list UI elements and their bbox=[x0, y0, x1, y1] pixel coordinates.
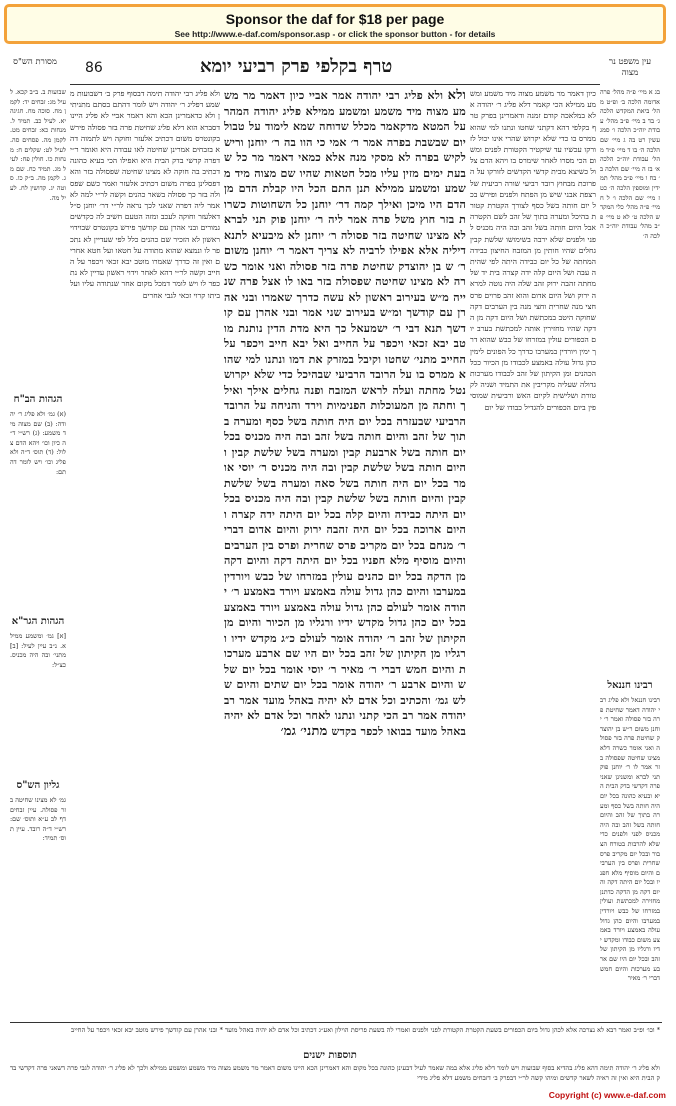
copyright-footer[interactable]: Copyright (c) www.e-daf.com bbox=[548, 1090, 666, 1100]
bottom-rule bbox=[10, 1022, 662, 1023]
gemara-opening-word: ולא bbox=[447, 88, 466, 103]
tosafot-text: ולא פליג רבי יהודה תימה דבסוף פרק ב׳ דשבועות משמע דפליג ר׳ יהודה ויש לומר דהתם בסתם מתניתין ולא כדאמרינן הכא והא דאמר אביי לא פליג היינו דסברא הוא דלא פליג שחיטת פרה בזר פסולה פירש בקונטרס משום דכתיב אלעזר וחוקה ויש לתמוה דהא בזבחים אמרינן שחיטה לאו עבודה היא ואומר ר״י דפרה קדשי בדק הבית היא ואפילו הכי בעיא כהונה דכתיב בה חוקה לא מצינו שחיטה שפסולה בזר והא דפסלינן בפרה משום דכתיב אלעזר ואמר כשם שפסולה בזר כך פסולה בשאר כהנים וקשה לר״י למה לא אמר ליה דפרה שאני לכך נראה לר״י דר׳ יוחנן ס״ל דאלעזר וחוקה לעכב ומזה הטעם חשיב לה כקדשים גמורים ובני אהרן עם קודשך פירש בקונטרס שבוידוי ראשון לא הזכיר שם כהנים כלל לפי שעדיין לא נתכפר לו ונמצא שהוא מתודה על חטאו ועל חטא אחרים ואין זה כדרך שאמרו מוטב יבא זכאי ויכפר על החייב וקשה לר״י דהא לאחר וידוי ראשון עדיין לא נתכפר לו ויש לומר דמכל מקום אחר שנתודה עליו ועל ביתו קרוי זכאי לגבי אחרים bbox=[70, 89, 220, 300]
mishnah-marker: מתני׳ bbox=[300, 723, 328, 739]
ein-mishpat-label: עין משפט נר מצוה bbox=[608, 57, 652, 78]
gemara-marker: גמ׳ bbox=[280, 723, 297, 739]
gilyon-hashas-label: גליון הש"ס bbox=[16, 780, 60, 791]
page-number: 86 bbox=[85, 60, 103, 76]
page-title: טרף בקלפי פרק רביעי יומא bbox=[200, 56, 393, 77]
tosafot-yeshanim-column bbox=[10, 1064, 660, 1090]
header-rule bbox=[70, 84, 600, 85]
rabbeinu-chananel-text: רבינו חננאל ולא פליג רבי יהודה דאמר שחיטת פרה בזר פסולה ואמר ר׳ יוחנן משום ר״ש בן יהוצדק שחיטת פרה בזר פסולה ואני אומר כשרה דלא מצינו שחיטה שפסולה בזר אמר לו ר׳ יוחנן פוק תני לברא ומשנינן שאני פרה דקדשי בדק הבית היא ובעיא כהונה בכל יום היה חותה בשל כסף ומערה בתוך של זהב והיום חותה בשל זהב ובה היה מכניס לפני ולפנים כדי שלא להרבות בטורח הצבור ובכל יום מקריב פרס שחרית ופרס בין הערבים והיום מוסיף מלא חפניו ובכל יום היתה דקה והיום דקה מן הדקה כדתנן מחזירה למכתשת ועולין במזרחו של כבש ויורדין במערבו והיום כהן גדול עולה באמצע ויורד באמצע משום כבודו ומקדש ידיו ורגליו מן הקיתון של זהב ובכל יום היו שם ארבע מערכות והיום חמש דברי ר׳ מאיר bbox=[600, 696, 660, 983]
gemara-column bbox=[224, 88, 466, 1018]
rashi-text: כיון דאמר מר משמע מצוה מיד משמע ומשמע ממילא הכי קאמר דלא פליג ר׳ יהודה אלא במלאכה קודם זמנה ודאמרינן בפרק טרף בקלפי דהא דקתני שחטו ונתנו למי שהוא ממרס בו כדי שלא יקרוש שהרי אינו יכול לזורקו עכשיו עד שיקטיר הקטורת לפנים ומשום הכי מסרו לאחר שימרס בו ויהא הדם צלול כשיצא מבית קדשי הקדשים לזורקו על הפרוכת מבחוץ רובד רביעי שורה רביעית של רצפת אבני שיש מן הפתח ולפנים ופירש בכל יום חותה בשל כסף לצורך הקטרת קטורת בהיכל ומערה בתוך של זהב לשם הקטרה אבל היום חותה בשל זהב ובה היה מכניס לפני ולפנים שלא ירבה בשימושו שלשת קבין גחלים שהיו חותין מן המזבח החיצון כבידה המחתה של כל יום כבידה היתה לפי שהיתה עבה ושל היום קלה ידה קצרה בית יד של מחתה זהבה ירוק זהב שלה היה נוטה למראה ירוק ושל היום אדום והוא זהב פרוים פרס חצי מנה שחרית וחצי מנה בין הערבים דקה שחוקה היטב במכתשת ושל היום דקה מן הדקה שהיו מחזירין אותה למכתשת בערב יום הכפורים עולין במזרחו של כבש שהוא דרך ימין ויורדין במערבו כדרך כל הפונים לימין כהן גדול עולה באמצע לכבודו מן הכיור ככל הכהנים ומן הקיתון של זהב לכבודו מערכות גדולה שעליה מקריבין את התמיד ושניה לקטורת ושלישית לקיום האש ורביעית שמוסיפין ביום הכפורים להגדיל כבודו של יום bbox=[470, 89, 596, 412]
rabbeinu-chananel-column bbox=[600, 696, 660, 1021]
gilyon-hashas-text: גמ׳ לא מצינו שחיטה בזר פסולה. עיין זבחים דף לב ע״א ותוס׳ שם: רש״י ד״ה רובד. עיין תוס׳ תמיד: bbox=[10, 796, 66, 843]
rashi-column bbox=[470, 88, 596, 1018]
hagahot-hagra-column bbox=[10, 632, 66, 772]
page-header bbox=[10, 54, 662, 84]
rabbeinu-chananel-label: רבינו חננאל bbox=[607, 680, 653, 691]
hagahot-habach-text: (א) גמ׳ ולא פליג ר׳ יהודה: (ב) שם מצוה מיד משמע: (ג) רש״י ד״ה כיון וכו׳ ויהא הדם צלול: (ד) תוס׳ ד״ה ולא פליג וכו׳ ויש לומר דהתם: bbox=[10, 410, 66, 476]
sponsor-banner[interactable] bbox=[4, 4, 666, 44]
bottom-notes-text: * וכו׳ ופ״ב ואמר רבא לא נצרכה אלא לכהן גדול ביום הכפורים בשעת הקטרת הקטורת לפני ולפנים ואמרי לה בשעת פריסת הוילון ואע״ג דכתיב וכל אדם לא יהיה באהל מועד * ובני אהרן עם קודשך פירש מוטב יבא זכאי ויכפר על החייב bbox=[71, 1026, 660, 1034]
bottom-notes bbox=[70, 1026, 660, 1048]
masoret-label: מסורת הש"ס bbox=[13, 57, 57, 67]
hagahot-hagra-text: [א] גמ׳ ומשמע ממילא. נ״ב עיין לעיל: [ב] מתני׳ ובה היה מכניס. כצ״ל: bbox=[10, 632, 66, 669]
ein-mishpat-text: בג א מיי׳ פ״ה מהל׳ פרה אדומה הלכה ב׳ ופ״ט מהל׳ ביאת המקדש הלכה ג׳ בד ב מיי׳ פ״ב מהל׳ עבודת יוה״כ הלכה ו׳ סמג עשין רט בה ג מיי׳ שם הלכה ה׳ בו ד מיי׳ פ״ד מהל׳ עבודת יוה״כ הלכה א׳ בז ה מיי׳ שם הלכה ב׳ בח ו מיי׳ פ״ב מהל׳ תמידין ומוספין הלכה ה׳ כט ז מיי׳ שם הלכה ו׳ ל ח מיי׳ פ״ה מהל׳ כלי המקדש הלכה ט׳ לא ט מיי׳ פ״ב מהל׳ עבודת יוה״כ הלכה ה׳ bbox=[600, 88, 660, 240]
sponsor-subtitle[interactable]: See http://www.e-daf.com/sponsor.asp - or click the sponsor button - for details bbox=[174, 29, 496, 39]
talmud-page bbox=[10, 54, 662, 1090]
gilyon-hashas-column bbox=[10, 796, 66, 1016]
masoret-column bbox=[10, 88, 66, 388]
tosafot-column bbox=[70, 88, 220, 1018]
gemara-text bbox=[224, 88, 466, 739]
hagahot-habach-column bbox=[10, 410, 66, 610]
gemara-body: ולא פליג רבי יהודה אמר אביי כיון דאמר מר משמע מצוה מיד משמע ומשמע ממילא פליג יהודה המהר על המטא מדקאמר מכלל שדוחה שמא לימוד על טבול יום שבשבת בפרה אמר ר׳ אמי כי הוו בה ר׳ יוחנן וריש לקיש בפרה לא מסקי מנה אלא כמאי דאמר מר כל שבעת ימים מזין עליו מכל חטאות שהיו שם מצוה מיד משמע ומשמע ממילא תנן התם הכל היו קבלת הדם מן הדם היו מיכן ואילך קמה דר׳ יוחנן כל השחוטות כשרות בזר חוץ משל פרה אמר ליה ר׳ יוחנן פוק תני לברא לא מצינו שחיטה בזר פסולה ר׳ יוחנן לא מיבעיא לתנא דיליה אלא אפילו לרביה לא צריך דאמר ר׳ יוחנן משום ר׳ ש בן יהוצדק שחיטת פרה בזר פסולה ואני אומר כשרה לא מצינו שחיטה שפסולה בזר באו לו אצל פרה שנייה מ״ש בעירוב ראשון לא עשה כדרך שאמרו ובני אהרן עם קודשך ומ״ש בעירוב שני אמר ובני אהרן עם קודשך תנא דבי ר׳ ישמעאל כך היא מדת הדין נותנת מוטב יבא זכאי ויכפר על החייב ואל יבא חייב ויכפר על החייב מתני׳ שחטו וקיבל במזרק את דמו ונתנו למי שהוא ממרס בו על הרובד הרביעי שבהיכל כדי שלא יקרוש נטל מחתה ועלה לראש המזבח ופנה גחלים אילך ואילך וחתה מן המעוכלות הפנימיות וירד והניחה על הרובד הרביעי שבעזרה בכל יום היה חותה בשל כסף ומערה בתוך של זהב והיום חותה בשל זהב ובה היה מכניס בכל יום חותה בשל ארבעת קבין ומערה בשל שלשת קבין והיום חותה בשל שלשת קבין ובה היה מכניס ר׳ יוסי אומר בכל יום היה חותה בשל סאה ומערה בשל שלשת קבין והיום חותה בשל שלשת קבין ובה היה מכניס בכל יום היתה כבידה והיום קלה בכל יום היתה ידה קצרה והיום ארוכה בכל יום היה זהבה ירוק והיום אדום דברי ר׳ מנחם בכל יום מקריב פרס שחרית ופרס בין הערבים והיום מוסיף מלא חפניו בכל יום היתה דקה והיום דקה מן הדקה בכל יום כהנים עולין במזרחו של כבש ויורדין במערבו והיום כהן גדול עולה באמצע ויורד באמצע ר׳ יהודה אומר לעולם כהן גדול עולה באמצע ויורד באמצע בכל יום כהן גדול מקדש ידיו ורגליו מן הכיור והיום מן הקיתון של זהב ר׳ יהודה אומר לעולם כ״ג מקדש ידיו ורגליו מן הקיתון של זהב בכל יום היו שם ארבע מערכות והיום חמש דברי ר׳ מאיר ר׳ יוסי אומר בכל יום שלש והיום ארבע ר׳ יהודה אומר בכל יום שתים והיום שלש גמ׳ והכתיב וכל אדם לא יהיה באהל מועד אמר רב יהודה אמר רב הכי קתני ונתנו לאחר וכל אדם לא יהיה באהל מועד בבואו לכפר בקדש bbox=[224, 89, 466, 738]
sponsor-title[interactable]: Sponsor the daf for $18 per page bbox=[225, 11, 445, 27]
tosafot-yeshanim-label: תוספות ישנים bbox=[303, 1050, 357, 1061]
hagahot-habach-label: הגהות הב"ח bbox=[13, 394, 63, 405]
tosafot-yeshanim-text: ולא פליג ר׳ יהודה תימה דהא פליג בהדיא בסוף שבועות ויש לומר דלא פליג אלא במה שאמר לעיל דבעינן כהונה בכל מקום והא דאמרינן הכא היינו משום דאמר מר משמע מצוה מיד משמע ומשמע ממילא ולכך לא פליג ר׳ יהודה לגבי פרה דשאני פרה דקדשי בדק הבית היא ואין זה ראיה לשאר קדשים ומיהו קשה לר״י דבפרק ב׳ דזבחים משמע דלא פליג מידי bbox=[10, 1064, 660, 1082]
hagahot-hagra-label: הגהות הגר"א bbox=[11, 616, 65, 627]
masoret-text: שבועות ב. ב״ב קכא. לעיל מג: זבחים יד: לקמן מח. סוכה מח. חגיגה יא. לעיל כב. תמיד ל. מנחות כא: זבחים מט. לקמן מה. פסחים סה. לעיל לט: שקלים ח: מנחות כו. חולין פח: לעיל מג. תמיד כח. שם מג. לקמן מה. ב״ק כו. סוטה יג. קדושין לח. לעיל מה. bbox=[10, 88, 66, 202]
ein-mishpat-column bbox=[600, 88, 660, 526]
